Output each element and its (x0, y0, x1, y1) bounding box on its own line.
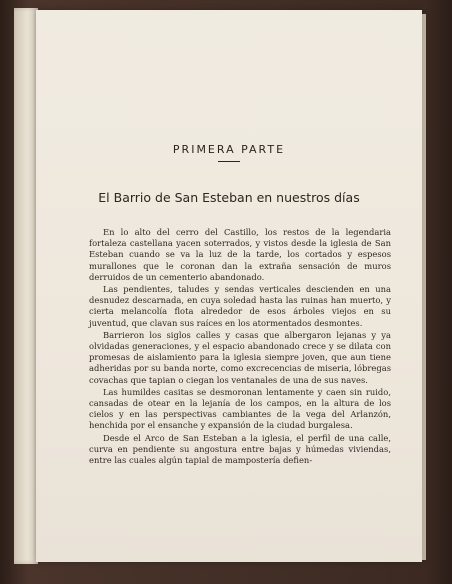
paragraph: Las humildes casitas se desmoronan lentamente y caen sin ruido, cansadas de otear en la lejanía de los campos, en la altura de los cielos y en las perspectivas cambiantes de la vega del Arlanzón, henchida por el ensanche y expansión de la ciudad burgalesa. (89, 386, 391, 431)
paragraph: Barrieron los siglos calles y casas que albergaron lejanas y ya olvidadas generaciones, y el espacio abandonado crece y se dilata con promesas de aislamiento para la iglesia siempre joven, que aun tiene adheridas por su banda norte, como excrecencias de miseria, lóbregas covachas que tapian o ciegan los ventanales de una de sus naves. (89, 329, 391, 385)
part-heading: PRIMERA PARTE (172, 143, 286, 156)
paragraph: Las pendientes, taludes y sendas verticales descienden en una desnudez descarnada, en cuya soledad hasta las ruinas han muerto, y cierta melancolía flota alrededor de esos árboles viejos en su juventud, que clavan sus raíces en los atormentados desmontes. (89, 284, 391, 328)
left-page-edge (14, 8, 38, 564)
paragraph: En lo alto del cerro del Castillo, los restos de la legendaria fortaleza castellana yacen soterrados, y vistos desde la iglesia de San Esteban cuando se va la luz de la tarde, los cortados y espesos murallones que le coronan dan la extraña sensación de muros derruidos de un cementerio abandonado. (89, 227, 391, 282)
paragraph: Desde el Arco de San Esteban a la iglesia, el perfil de una calle, curva en pendiente su angostura entre bajas y húmedas viviendas, entre las cuales algún tapial de mampostería defien- (89, 432, 391, 466)
body-text (89, 227, 391, 467)
book-page (36, 10, 422, 562)
heading-rule (218, 161, 240, 162)
chapter-title: El Barrio de San Esteban en nuestros días (98, 190, 360, 205)
